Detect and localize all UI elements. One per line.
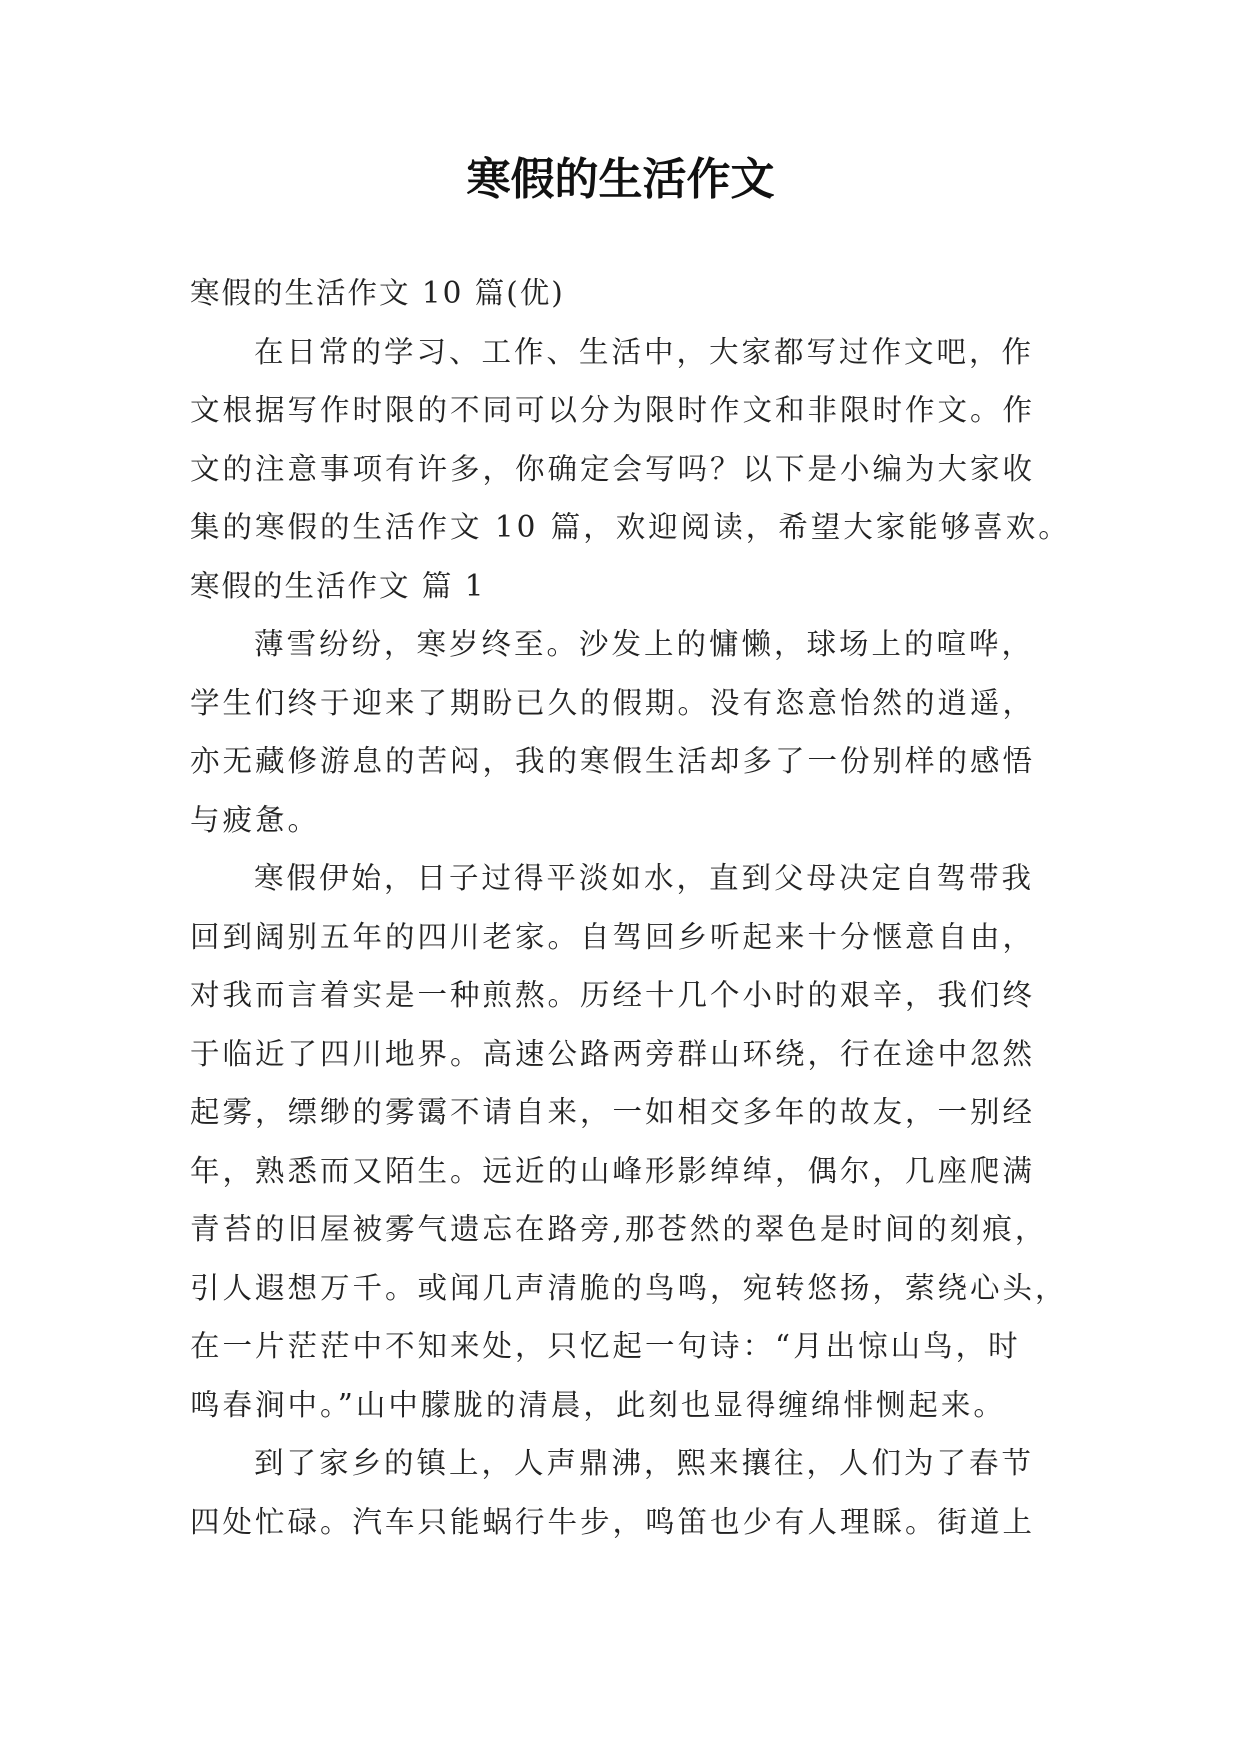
- text-line: 寒假伊始，日子过得平淡如水，直到父母决定自驾带我: [254, 861, 1035, 895]
- text-line: 引人遐想万千。或闻几声清脆的鸟鸣，宛转悠扬，萦绕心头，: [190, 1270, 1068, 1305]
- text-line: 文根据写作时限的不同可以分为限时作文和非限时作文。作: [190, 393, 1036, 427]
- text-line: 在一片茫茫中不知来处，只忆起一句诗：“月出惊山鸟，时: [190, 1329, 1021, 1363]
- text-line: 文的注意事项有许多，你确定会写吗？以下是小编为大家收: [190, 451, 1036, 486]
- text-line: 学生们终于迎来了期盼已久的假期。没有恣意怡然的逍遥，: [190, 685, 1036, 720]
- text-line: 回到阔别五年的四川老家。自驾回乡听起来十分惬意自由，: [190, 919, 1036, 954]
- text-line: 青苔的旧屋被雾气遗忘在路旁,那苍然的翠色是时间的刻痕，: [190, 1212, 1048, 1246]
- text-line: 亦无藏修游息的苦闷，我的寒假生活却多了一份别样的感悟: [190, 744, 1036, 778]
- text-line: 起雾，缥缈的雾霭不请自来，一如相交多年的故友，一别经: [190, 1095, 1036, 1129]
- essay-collection-heading: 寒假的生活作文 10 篇(优): [190, 276, 565, 310]
- text-line: 鸣春涧中。”山中朦胧的清晨，此刻也显得缠绵悱恻起来。: [190, 1387, 1006, 1422]
- document-title: 寒假的生活作文: [466, 154, 775, 205]
- text-line: 年，熟悉而又陌生。远近的山峰形影绰绰，偶尔，几座爬满: [190, 1153, 1036, 1188]
- text-line: 在日常的学习、工作、生活中，大家都写过作文吧，作: [254, 334, 1035, 369]
- document-body: [190, 264, 1071, 1551]
- text-line: 四处忙碌。汽车只能蜗行牛步，鸣笛也少有人理睬。街道上: [190, 1504, 1036, 1539]
- text-line: 集的寒假的生活作文 10 篇，欢迎阅读，希望大家能够喜欢。: [190, 510, 1071, 544]
- text-line: 对我而言着实是一种煎熬。历经十几个小时的艰辛，我们终: [190, 978, 1036, 1012]
- essay-section-heading: 寒假的生活作文 篇 1: [190, 568, 486, 603]
- text-line: 到了家乡的镇上，人声鼎沸，熙来攘往，人们为了春节: [254, 1446, 1035, 1480]
- text-line: 于临近了四川地界。高速公路两旁群山环绕，行在途中忽然: [190, 1036, 1036, 1071]
- text-line: 与疲惫。: [190, 802, 321, 837]
- text-line: 薄雪纷纷，寒岁终至。沙发上的慵懒，球场上的喧哗，: [254, 627, 1035, 661]
